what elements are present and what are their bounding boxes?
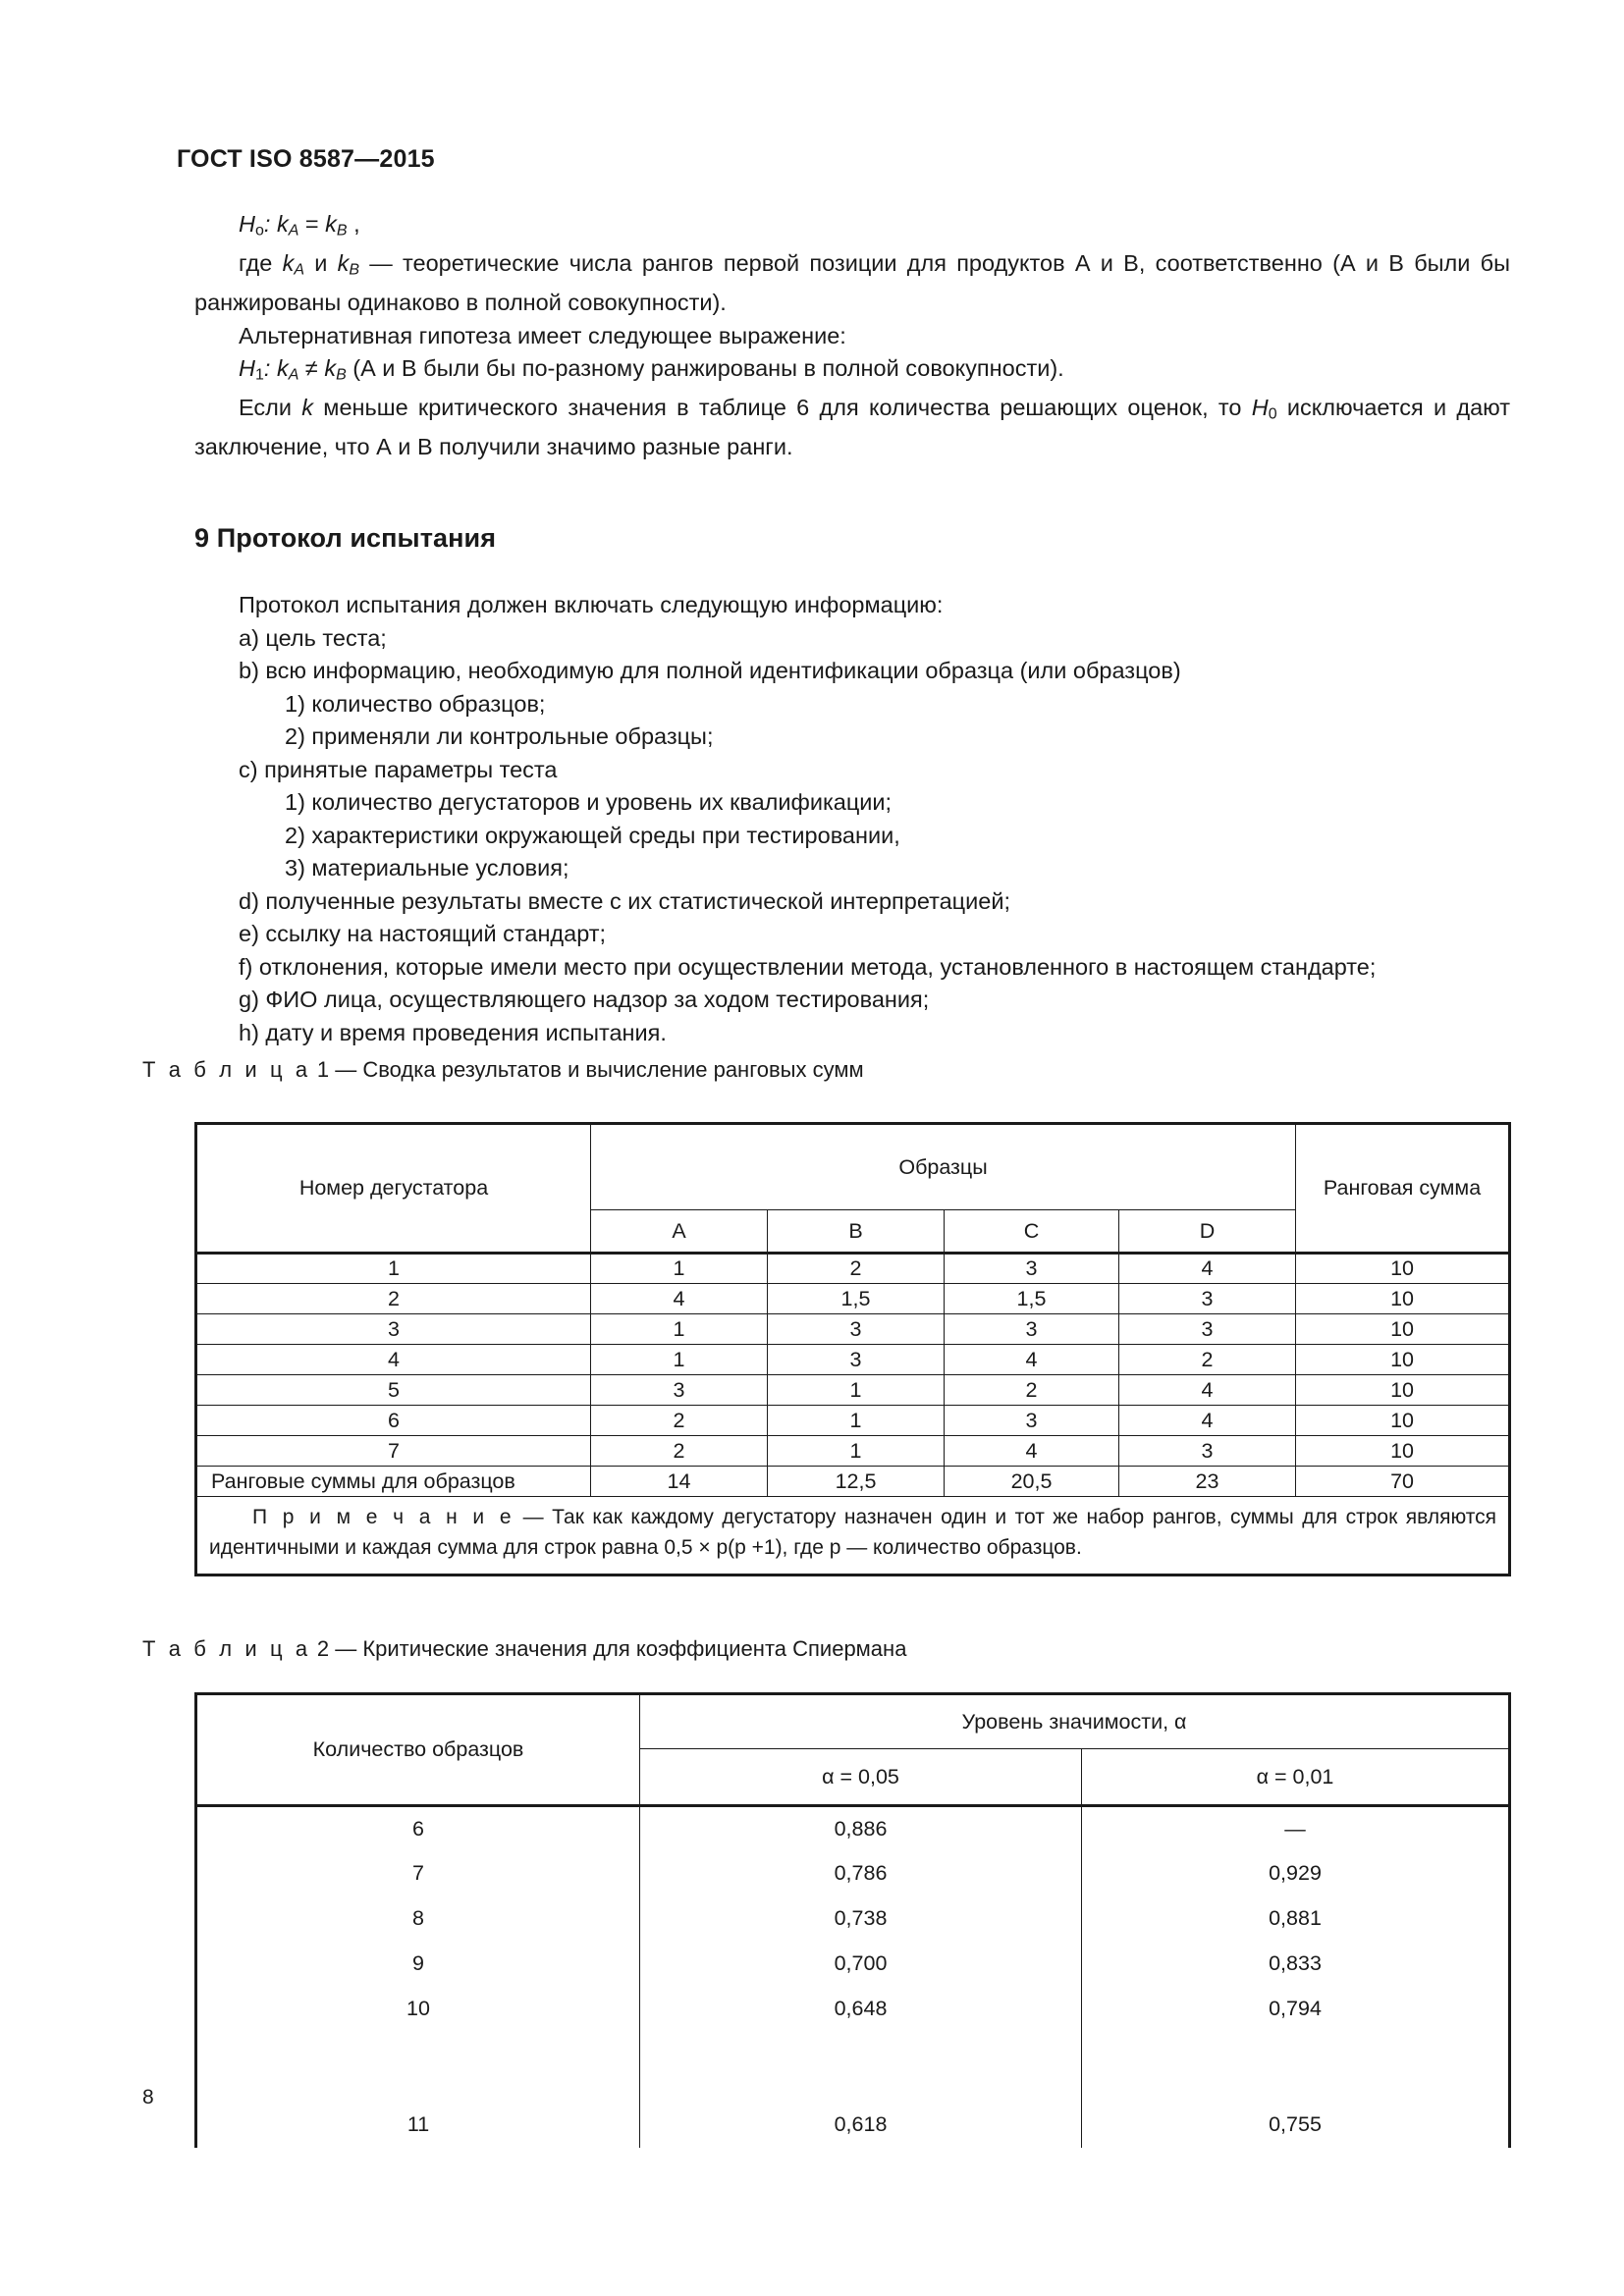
table-row xyxy=(196,1806,1510,1851)
table2-n: 6 xyxy=(196,1806,640,1851)
h1-tail-text: (А и В были бы по-разному ранжированы в полной совокупности). xyxy=(346,355,1064,381)
table1-cell-d: 2 xyxy=(1119,1345,1296,1375)
table1-caption-text: — Сводка результатов и вычисление ранговых сумм xyxy=(335,1057,864,1082)
table1-header-row-1 xyxy=(196,1124,1510,1210)
formula-h1: $H_1$: $k_A \ne k_B$ (А и В были бы по-разному ранжированы в полной совокупности). xyxy=(239,355,1064,384)
table-row xyxy=(196,1896,1510,1942)
table2-a01: 0,755 xyxy=(1082,2103,1510,2148)
list-item-e: e) ссылку на настоящий стандарт; xyxy=(239,921,607,946)
table1-cell-b: 1,5 xyxy=(768,1284,945,1314)
table2-caption-prefix: Т а б л и ц а xyxy=(142,1636,311,1661)
table1-cell-b: 3 xyxy=(768,1345,945,1375)
table2-spacer-cell xyxy=(640,2032,1082,2103)
list-item-g: g) ФИО лица, осуществляющего надзор за ходом тестирования; xyxy=(239,987,930,1012)
table2-a01: 0,833 xyxy=(1082,1942,1510,1987)
table1-judge: 3 xyxy=(196,1314,591,1345)
table2-spacer-cell xyxy=(1082,2032,1510,2103)
table1-totals-label: Ранговые суммы для образцов xyxy=(196,1467,591,1497)
table1-judge: 7 xyxy=(196,1436,591,1467)
table-row xyxy=(196,1375,1510,1406)
table1-cell-sum: 10 xyxy=(1296,1436,1510,1467)
list-item-a: a) цель теста; xyxy=(239,624,387,651)
table1-cell-c: 4 xyxy=(945,1436,1119,1467)
page-number: 8 xyxy=(142,2086,154,2109)
formula-h0: $H_о$: $k_A = k_B$ , xyxy=(239,211,360,240)
table1-sample-a: A xyxy=(591,1210,768,1254)
table1-caption-prefix: Т а б л и ц а xyxy=(142,1057,311,1082)
table1-cell-d: 4 xyxy=(1119,1406,1296,1436)
table1-sample-c: C xyxy=(945,1210,1119,1254)
table1-grand-total: 70 xyxy=(1296,1467,1510,1497)
table1-judge: 6 xyxy=(196,1406,591,1436)
table-row xyxy=(196,1314,1510,1345)
table1-cell-b: 1 xyxy=(768,1375,945,1406)
table2-n: 8 xyxy=(196,1896,640,1942)
table1-totals-row xyxy=(196,1467,1510,1497)
table1-cell-d: 4 xyxy=(1119,1375,1296,1406)
table1-total-c: 20,5 xyxy=(945,1467,1119,1497)
list-item-c2: 2) характеристики окружающей среды при тестировании, xyxy=(285,822,900,848)
where-definition: где $k_A$ и $k_B$ — теоретические числа рангов первой позиции для продуктов А и В, соответственно (А и В были бы ранжированы одинаково в полной совокупности). xyxy=(194,250,1510,315)
table2-a01: 0,794 xyxy=(1082,1987,1510,2032)
table2-spacer-cell xyxy=(196,2032,640,2103)
table1-cell-a: 2 xyxy=(591,1436,768,1467)
running-head: ГОСТ ISO 8587—2015 xyxy=(177,145,435,173)
table1-cell-sum: 10 xyxy=(1296,1345,1510,1375)
table1-cell-sum: 10 xyxy=(1296,1284,1510,1314)
table2-caption-number: 2 xyxy=(316,1636,330,1661)
table1-cell-b: 2 xyxy=(768,1254,945,1284)
table2-group-alpha: Уровень значимости, α xyxy=(640,1694,1510,1749)
table2-a05: 0,648 xyxy=(640,1987,1082,2032)
table1-note-row xyxy=(196,1497,1510,1575)
table-spearman-critical-values xyxy=(194,1692,1511,2148)
if-k-part2: меньше критического значения в таблице 6 для количества решающих оценок, то xyxy=(313,395,1252,420)
list-item-b: b) всю информацию, необходимую для полной идентификации образца (или образцов) xyxy=(239,658,1181,683)
table1-cell-sum: 10 xyxy=(1296,1314,1510,1345)
table1-judge: 1 xyxy=(196,1254,591,1284)
list-item-h: h) дату и время проведения испытания. xyxy=(239,1019,667,1045)
table-row xyxy=(196,1942,1510,1987)
table-row xyxy=(196,1406,1510,1436)
table-row xyxy=(196,2103,1510,2148)
table-row xyxy=(196,1851,1510,1896)
table1-caption xyxy=(142,1057,864,1083)
table1-cell-d: 4 xyxy=(1119,1254,1296,1284)
table2-n: 11 xyxy=(196,2103,640,2148)
list-item-c1: 1) количество дегустаторов и уровень их квалификации; xyxy=(285,789,893,815)
table1-cell-c: 3 xyxy=(945,1314,1119,1345)
table-row xyxy=(196,1284,1510,1314)
table-row xyxy=(196,1254,1510,1284)
table2-a05: 0,618 xyxy=(640,2103,1082,2148)
table1-caption-number: 1 xyxy=(316,1057,330,1082)
table-row xyxy=(196,1987,1510,2032)
table2-a05: 0,786 xyxy=(640,1851,1082,1896)
table2-a01: 0,929 xyxy=(1082,1851,1510,1896)
body-text-block xyxy=(194,208,1510,464)
list-item-d: d) полученные результаты вместе с их статистической интерпретацией; xyxy=(239,887,1010,914)
table1-cell-c: 3 xyxy=(945,1254,1119,1284)
table1-cell-b: 1 xyxy=(768,1406,945,1436)
table1-cell-c: 3 xyxy=(945,1406,1119,1436)
table2-spacer-row xyxy=(196,2032,1510,2103)
list-item-c3: 3) материальные условия; xyxy=(285,855,569,881)
table2-a05: 0,886 xyxy=(640,1806,1082,1851)
table1-cell-c: 1,5 xyxy=(945,1284,1119,1314)
table2-a05: 0,700 xyxy=(640,1942,1082,1987)
table2-n: 10 xyxy=(196,1987,640,2032)
list-item-c: c) принятые параметры теста xyxy=(239,756,558,782)
list-item-f: f) отклонения, которые имели место при осуществлении метода, установленного в настоящем стандарте; xyxy=(239,953,1377,980)
table1-total-d: 23 xyxy=(1119,1467,1296,1497)
table1-sample-d: D xyxy=(1119,1210,1296,1254)
table1-col-ranksum: Ранговая сумма xyxy=(1296,1124,1510,1254)
table-summary-rank-sums xyxy=(194,1122,1511,1576)
where-tail-text: — теоретические числа рангов первой позиции для продуктов А и В, соответственно (А и В были бы ранжированы одинаково в полной совокупности). xyxy=(194,250,1510,315)
list-item-b2: 2) применяли ли контрольные образцы; xyxy=(285,723,714,749)
table1-cell-c: 2 xyxy=(945,1375,1119,1406)
table2-caption xyxy=(142,1636,906,1662)
if-k-paragraph: Если k меньше критического значения в таблице 6 для количества решающих оценок, то $H_0$ исключается и дают заключение, что А и В получили значимо разные ранги. xyxy=(194,395,1511,459)
table1-cell-d: 3 xyxy=(1119,1314,1296,1345)
table1-total-a: 14 xyxy=(591,1467,768,1497)
list-item-b1: 1) количество образцов; xyxy=(285,690,546,717)
table2-a01: 0,881 xyxy=(1082,1896,1510,1942)
table2-n: 9 xyxy=(196,1942,640,1987)
list-intro: Протокол испытания должен включать следующую информацию: xyxy=(239,592,944,617)
table1-cell-a: 1 xyxy=(591,1314,768,1345)
report-requirements-list xyxy=(194,589,1510,1049)
table1-cell-a: 1 xyxy=(591,1254,768,1284)
table1-cell-a: 4 xyxy=(591,1284,768,1314)
if-k-part3: исключается и дают заключение, что А и В получили значимо разные ранги. xyxy=(194,395,1511,459)
table1-total-b: 12,5 xyxy=(768,1467,945,1497)
table1-cell-b: 1 xyxy=(768,1436,945,1467)
table1-cell-a: 3 xyxy=(591,1375,768,1406)
table-row xyxy=(196,1436,1510,1467)
table2-caption-text: — Критические значения для коэффициента Спиермана xyxy=(335,1636,907,1661)
table2-a01: — xyxy=(1082,1806,1510,1851)
table2-alpha-001: α = 0,01 xyxy=(1082,1749,1510,1806)
table1-cell-sum: 10 xyxy=(1296,1406,1510,1436)
table1-cell-d: 3 xyxy=(1119,1284,1296,1314)
table-row xyxy=(196,1345,1510,1375)
table1-cell-d: 3 xyxy=(1119,1436,1296,1467)
table1-judge: 5 xyxy=(196,1375,591,1406)
table2-header-row-1 xyxy=(196,1694,1510,1749)
table1-sample-b: B xyxy=(768,1210,945,1254)
table1-col-judge: Номер дегустатора xyxy=(196,1124,591,1254)
table1-judge: 2 xyxy=(196,1284,591,1314)
table1-note-label: П р и м е ч а н и е xyxy=(252,1506,515,1528)
table1-cell-sum: 10 xyxy=(1296,1375,1510,1406)
table2-col-count: Количество образцов xyxy=(196,1694,640,1806)
table1-note xyxy=(196,1497,1510,1575)
if-k-part1: Если xyxy=(239,395,302,420)
table1-cell-sum: 10 xyxy=(1296,1254,1510,1284)
table1-cell-a: 1 xyxy=(591,1345,768,1375)
table1-note-text: — Так как каждому дегустатору назначен один и тот же набор рангов, суммы для строк являются идентичными и каждая сумма для строк равна 0,5 × p(p +1), где p — количество образцов. xyxy=(209,1506,1497,1559)
table1-cell-c: 4 xyxy=(945,1345,1119,1375)
table1-group-samples: Образцы xyxy=(591,1124,1296,1210)
table1-cell-b: 3 xyxy=(768,1314,945,1345)
table2-a05: 0,738 xyxy=(640,1896,1082,1942)
table1-judge: 4 xyxy=(196,1345,591,1375)
table2-n: 7 xyxy=(196,1851,640,1896)
table1-cell-a: 2 xyxy=(591,1406,768,1436)
table2-alpha-005: α = 0,05 xyxy=(640,1749,1082,1806)
alt-hypothesis-intro: Альтернативная гипотеза имеет следующее выражение: xyxy=(239,322,846,348)
section-heading-9: 9 Протокол испытания xyxy=(194,523,497,553)
